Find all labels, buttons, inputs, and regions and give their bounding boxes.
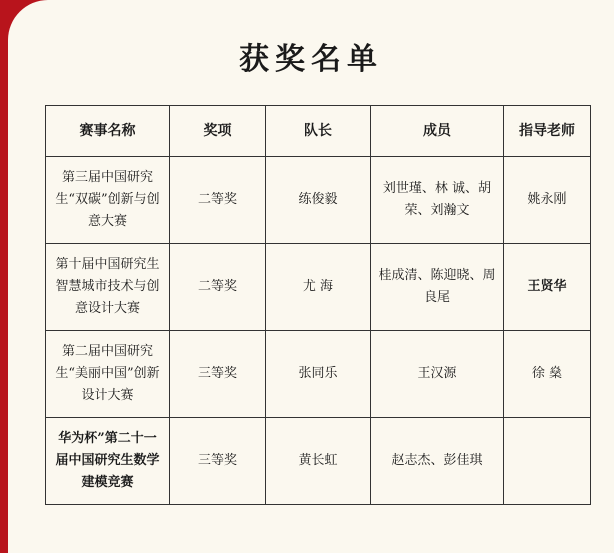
header-event-name: 赛事名称 [46, 106, 170, 157]
header-members: 成员 [371, 106, 504, 157]
award-list-card [8, 0, 614, 553]
cell-event: 第二届中国研究生“美丽中国”创新设计大赛 [46, 331, 170, 418]
table-row [46, 244, 591, 331]
cell-members: 刘世瑾、林 诚、胡 荣、刘瀚文 [371, 157, 504, 244]
cell-members: 赵志杰、彭佳琪 [371, 418, 504, 505]
cell-advisor: 徐 燊 [504, 331, 591, 418]
header-captain: 队长 [266, 106, 371, 157]
cell-event: 第三届中国研究生“双碳”创新与创意大赛 [46, 157, 170, 244]
cell-captain: 张同乐 [266, 331, 371, 418]
cell-advisor: 姚永刚 [504, 157, 591, 244]
cell-event: 华为杯”第二十一届中国研究生数学建模竞赛 [46, 418, 170, 505]
table-header-row [46, 106, 591, 157]
cell-award: 三等奖 [170, 418, 266, 505]
cell-award: 二等奖 [170, 157, 266, 244]
header-award: 奖项 [170, 106, 266, 157]
cell-captain: 黄长虹 [266, 418, 371, 505]
cell-members: 王汉源 [371, 331, 504, 418]
cell-award: 三等奖 [170, 331, 266, 418]
cell-captain: 尤 海 [266, 244, 371, 331]
table-row [46, 331, 591, 418]
table-row [46, 418, 591, 505]
page-title: 获奖名单 [239, 42, 383, 77]
table-row [46, 157, 591, 244]
cell-advisor [504, 418, 591, 505]
cell-advisor: 王贤华 [504, 244, 591, 331]
cell-event: 第十届中国研究生智慧城市技术与创意设计大赛 [46, 244, 170, 331]
cell-members: 桂成清、陈迎晓、周良尾 [371, 244, 504, 331]
cell-captain: 练俊毅 [266, 157, 371, 244]
award-table [45, 105, 591, 505]
cell-award: 二等奖 [170, 244, 266, 331]
header-advisor: 指导老师 [504, 106, 591, 157]
